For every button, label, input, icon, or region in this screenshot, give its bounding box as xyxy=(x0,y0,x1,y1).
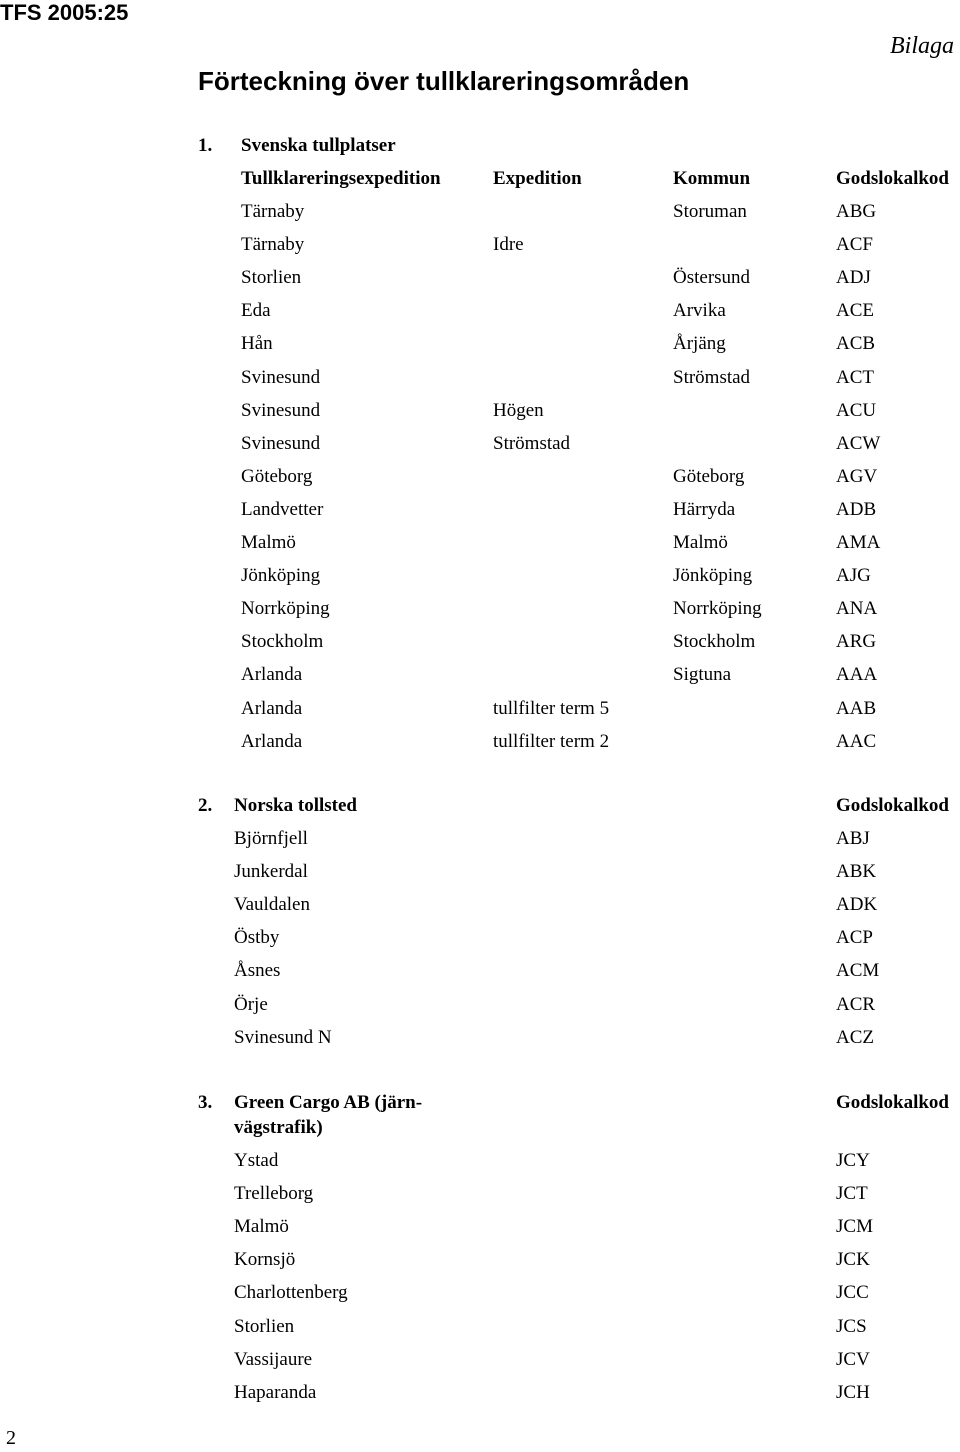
table-row xyxy=(0,663,960,687)
table-cell: Åsnes xyxy=(234,960,281,982)
table-cell: Högen xyxy=(493,399,544,421)
table-row xyxy=(0,399,960,423)
table-cell: ADB xyxy=(836,498,877,520)
table-cell: tullfilter term 2 xyxy=(493,730,610,752)
table-cell: JCT xyxy=(836,1183,868,1205)
table-cell: ADJ xyxy=(836,267,871,289)
table-cell: Härryda xyxy=(673,498,736,520)
table-row xyxy=(0,827,960,851)
table-cell: Björnfjell xyxy=(234,828,308,849)
table-cell: Örje xyxy=(234,993,268,1015)
table-cell: Göteborg xyxy=(673,465,745,487)
table-cell: Malmö xyxy=(673,532,728,553)
table-row xyxy=(0,1348,960,1372)
table-cell: Kornsjö xyxy=(234,1249,296,1271)
section1-heading: Svenska tullplatser xyxy=(241,135,396,156)
table-row xyxy=(0,730,960,754)
table-cell: Svinesund N xyxy=(234,1026,332,1048)
table-row xyxy=(0,432,960,456)
table-cell: Tärnaby xyxy=(241,201,305,222)
table-cell: Storuman xyxy=(673,201,747,222)
section1-number: 1. xyxy=(198,135,213,156)
table-cell: Hån xyxy=(241,333,273,355)
table-cell: ACR xyxy=(836,993,876,1015)
table-cell: ABJ xyxy=(836,828,870,849)
table-cell: Jönköping xyxy=(673,565,753,587)
table-cell: ACW xyxy=(836,432,881,454)
table-cell: JCV xyxy=(836,1348,870,1370)
table-cell: Jönköping xyxy=(241,565,321,587)
table-cell: Arlanda xyxy=(241,730,303,752)
column-header: Godslokalkod xyxy=(836,168,949,189)
table-cell: AJG xyxy=(836,565,871,587)
table-row xyxy=(0,1248,960,1272)
table-row xyxy=(0,531,960,555)
table-cell: ACT xyxy=(836,366,874,388)
section2-code-header: Godslokalkod xyxy=(836,795,949,816)
table-cell: Arlanda xyxy=(241,664,303,686)
table-cell: Östersund xyxy=(673,267,751,289)
table-cell: Malmö xyxy=(241,532,296,553)
table-row xyxy=(0,1381,960,1405)
table-cell: Haparanda xyxy=(234,1381,317,1403)
table-cell: Tärnaby xyxy=(241,234,305,256)
table-cell: AAB xyxy=(836,697,877,719)
table-cell: Göteborg xyxy=(241,465,313,487)
table-cell: Strömstad xyxy=(673,366,751,388)
table-cell: Östby xyxy=(234,927,280,949)
table-cell: Trelleborg xyxy=(234,1183,314,1205)
table-cell: ANA xyxy=(836,598,878,620)
table-cell: ACM xyxy=(836,960,880,982)
table-row xyxy=(0,200,960,224)
table-row xyxy=(0,697,960,721)
table-cell: ACB xyxy=(836,333,876,355)
column-header: Kommun xyxy=(673,168,751,189)
table-row xyxy=(0,366,960,390)
table-row xyxy=(0,299,960,323)
table-cell: Stockholm xyxy=(241,631,324,653)
section1-column-headers xyxy=(0,167,960,191)
table-row xyxy=(0,498,960,522)
table-cell: AMA xyxy=(836,532,881,553)
section3-heading-line1: Green Cargo AB (järn- xyxy=(234,1092,423,1113)
table-cell: AAC xyxy=(836,730,877,752)
table-row xyxy=(0,860,960,884)
table-cell: Landvetter xyxy=(241,498,324,520)
table-cell: Malmö xyxy=(234,1216,289,1238)
table-row xyxy=(0,564,960,588)
column-header: Tullklareringsexpedition xyxy=(241,168,441,189)
table-cell: Norrköping xyxy=(673,598,762,620)
document-id: TFS 2005:25 xyxy=(0,0,129,25)
section3-code-header: Godslokalkod xyxy=(836,1092,949,1113)
table-cell: AAA xyxy=(836,664,878,686)
page-title: Förteckning över tullklareringsområden xyxy=(198,66,690,96)
table-row xyxy=(0,926,960,950)
section3-number: 3. xyxy=(198,1092,213,1113)
table-cell: Junkerdal xyxy=(234,861,308,883)
table-row xyxy=(0,630,960,654)
table-cell: Eda xyxy=(241,300,271,322)
table-cell: Vauldalen xyxy=(234,894,310,916)
table-row xyxy=(0,465,960,489)
table-row xyxy=(0,1315,960,1339)
table-cell: JCY xyxy=(836,1150,870,1171)
table-cell: Svinesund xyxy=(241,399,321,421)
table-cell: Arvika xyxy=(673,300,726,322)
table-row xyxy=(0,1182,960,1206)
table-cell: JCK xyxy=(836,1249,870,1271)
section2-heading: Norska tollsted xyxy=(234,795,357,816)
table-cell: Svinesund xyxy=(241,432,321,454)
table-cell: Vassijaure xyxy=(234,1348,313,1370)
table-cell: Arlanda xyxy=(241,697,303,719)
table-row xyxy=(0,266,960,290)
table-row xyxy=(0,959,960,983)
appendix-label: Bilaga xyxy=(890,33,954,59)
section3-heading-line2: vägstrafik) xyxy=(234,1117,323,1138)
table-cell: ACE xyxy=(836,300,874,322)
table-row xyxy=(0,1281,960,1305)
table-cell: JCC xyxy=(836,1282,869,1304)
section3-header-continued xyxy=(0,1116,960,1140)
section2-header xyxy=(0,794,960,818)
table-cell: Idre xyxy=(493,234,524,256)
table-cell: Ystad xyxy=(234,1150,279,1171)
table-row xyxy=(0,597,960,621)
table-cell: ABG xyxy=(836,201,877,222)
table-row xyxy=(0,893,960,917)
table-row xyxy=(0,1149,960,1173)
table-cell: Strömstad xyxy=(493,432,571,454)
section3-header xyxy=(0,1091,960,1115)
table-cell: ACF xyxy=(836,234,873,256)
table-row xyxy=(0,332,960,356)
table-cell: Storlien xyxy=(234,1315,295,1337)
table-cell: Sigtuna xyxy=(673,664,732,686)
table-cell: Svinesund xyxy=(241,366,321,388)
table-row xyxy=(0,1215,960,1239)
table-cell: JCM xyxy=(836,1216,873,1238)
table-cell: AGV xyxy=(836,465,878,487)
table-row xyxy=(0,233,960,257)
table-cell: ADK xyxy=(836,894,878,916)
table-cell: ACP xyxy=(836,927,873,949)
table-cell: Norrköping xyxy=(241,598,330,620)
table-cell: Storlien xyxy=(241,267,302,289)
table-cell: ABK xyxy=(836,861,877,883)
table-cell: JCH xyxy=(836,1381,870,1403)
section2-number: 2. xyxy=(198,795,213,816)
table-cell: Charlottenberg xyxy=(234,1282,348,1304)
table-cell: tullfilter term 5 xyxy=(493,697,610,719)
table-cell: ARG xyxy=(836,631,877,653)
table-cell: Årjäng xyxy=(673,333,726,355)
table-cell: ACU xyxy=(836,399,877,421)
table-row xyxy=(0,993,960,1017)
page-number: 2 xyxy=(6,1427,16,1449)
table-cell: JCS xyxy=(836,1315,867,1337)
table-cell: Stockholm xyxy=(673,631,756,653)
column-header: Expedition xyxy=(493,168,582,189)
table-row xyxy=(0,1026,960,1050)
table-cell: ACZ xyxy=(836,1026,874,1048)
